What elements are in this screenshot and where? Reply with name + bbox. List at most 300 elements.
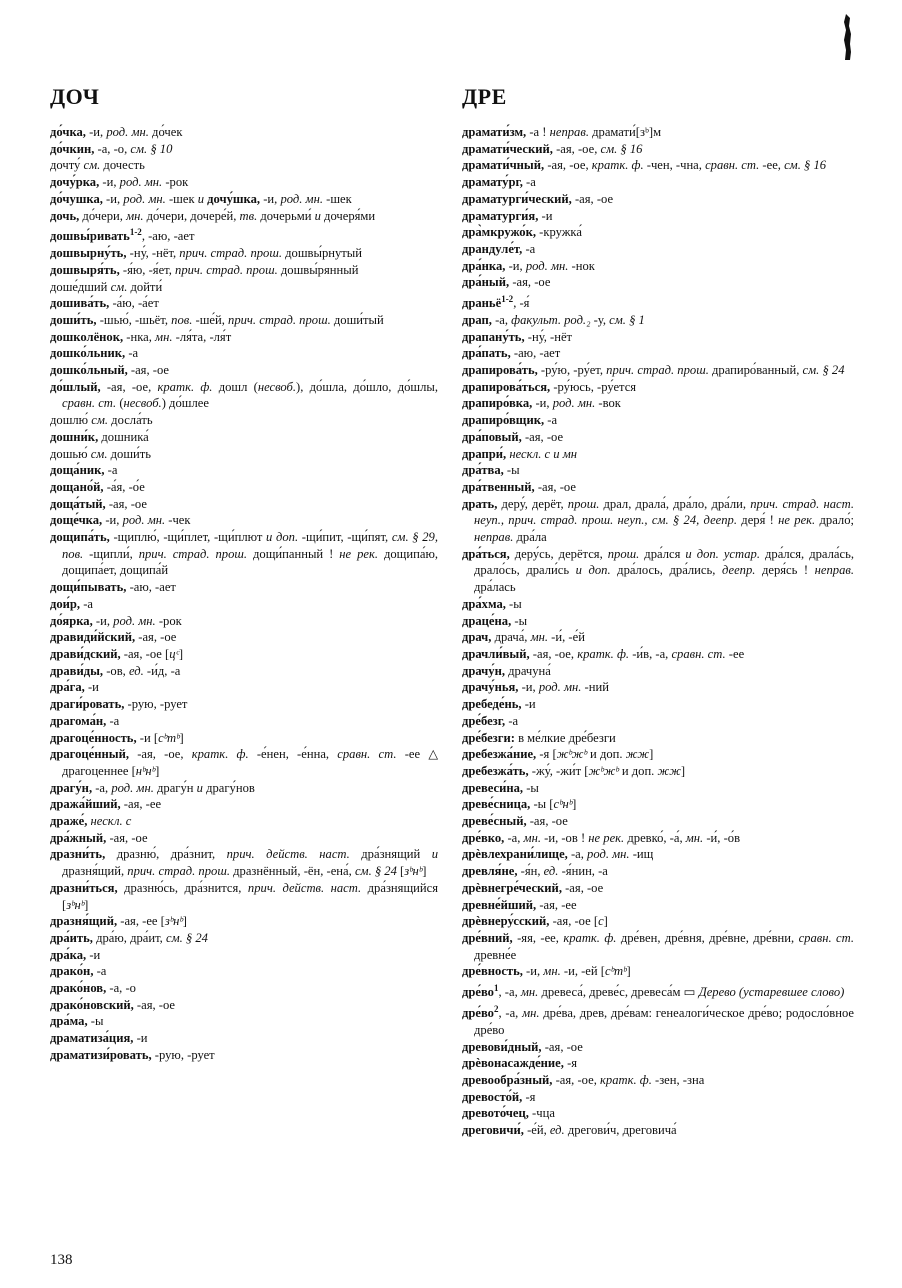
entry-headword: драньё (462, 296, 502, 311)
entry-headword: доши́ть, (50, 312, 97, 327)
dictionary-entry (50, 1030, 438, 1047)
entry-headword: драпиро́вка, (462, 396, 533, 411)
entry-label: мн. (520, 985, 539, 1000)
entry-text: и доп. (586, 747, 626, 762)
entry-label: и доп. устар. (685, 546, 760, 561)
entry-label: несвоб. (123, 396, 162, 411)
dictionary-entry (462, 663, 854, 680)
entry-headword: доща́тый, (50, 496, 106, 511)
entry-headword: доще́чка, (50, 513, 103, 528)
entry-text: -а (125, 346, 139, 361)
entry-label: не рек. (339, 546, 379, 561)
entry-text: ) до́шлее (161, 396, 209, 411)
entry-headword: драчу́н, (462, 663, 505, 678)
entry-text: -ее △ драгоценнее [ (62, 747, 439, 778)
entry-text: ] (626, 964, 631, 979)
page-corner-mark (842, 14, 852, 60)
entry-label: род. мн. (113, 613, 156, 628)
dictionary-entry (462, 208, 854, 225)
dictionary-entry (50, 208, 438, 225)
entry-headword: драгу́н, (50, 780, 93, 795)
entry-headword: дра́ка, (50, 947, 87, 962)
entry-text: -а, -о, (94, 141, 131, 156)
entry-text: -а, -о (106, 981, 136, 996)
dictionary-entry (462, 846, 854, 863)
entry-headword: драчу́нья, (462, 680, 519, 695)
dictionary-entry (462, 646, 854, 663)
entry-headword: дра́ться, (462, 546, 510, 561)
entry-label: сравн. ст. (62, 396, 117, 411)
dictionary-entry (462, 412, 854, 429)
entry-headword: дошни́к, (50, 429, 99, 444)
entry-label: не рек. (588, 830, 625, 845)
dictionary-entry (462, 1089, 854, 1106)
entry-headword: драматизи́ровать, (50, 1047, 152, 1062)
entry-text: -ищ (629, 847, 654, 862)
entry-headword: дрѐвлехрани́лище, (462, 847, 568, 862)
entry-text: -ая, -ее [ (117, 914, 165, 929)
entry-text: -я [ (536, 747, 557, 762)
entry-text: досла́ть (108, 413, 153, 428)
entry-text: -ая, -ое, (544, 158, 592, 173)
dictionary-entry (462, 780, 854, 797)
entry-text: драча́, (491, 630, 531, 645)
entry-text: -ая, -ое (526, 814, 568, 829)
entry-superscript: 1-2 (501, 294, 514, 305)
entry-text: -ая, -ое, (529, 646, 578, 661)
dictionary-entry (462, 763, 854, 780)
entry-label: см. § 24 (354, 864, 397, 879)
dictionary-entry (462, 1072, 854, 1089)
entry-text: и доп. (618, 763, 658, 778)
entry-label: с (598, 914, 604, 929)
entry-text: дошвы́рянный (277, 262, 359, 277)
entry-label: и доп. (575, 563, 611, 578)
entry-headword: драмати́зм, (462, 125, 527, 139)
entry-label: род. мн. (280, 191, 323, 206)
entry-text: -ля́та, -ля́т (172, 329, 232, 344)
entry-text: драгу́нов (202, 780, 255, 795)
dictionary-entry (50, 362, 438, 379)
dictionary-entry (50, 295, 438, 312)
entry-label: см. § 1 (609, 312, 645, 327)
entry-label: род. мн. (123, 191, 166, 206)
entry-headword: драже́, (50, 814, 88, 829)
entry-text: дочесть (100, 158, 145, 173)
entry-text: -а (522, 175, 536, 190)
entry-headword: драгома́н, (50, 713, 107, 728)
entry-text: древеса́, древе́с, древеса́м ▭ (538, 985, 699, 1000)
entry-label: прич. страд. прош. (127, 864, 230, 879)
entry-headword: драмати́чный, (462, 158, 545, 173)
entry-text: -и́, -е́й (548, 630, 585, 645)
entry-label: кратк. ф. (157, 379, 213, 394)
entry-text: -ы (87, 1014, 104, 1029)
entry-label: прош. (607, 546, 640, 561)
entry-text: -ы (503, 463, 520, 478)
entry-superscript: 1 (493, 983, 499, 994)
entry-text: , -я́ (513, 296, 530, 311)
entry-label: род. мн. (122, 513, 166, 528)
dictionary-entry (462, 1055, 854, 1072)
entry-text: до́чери, дочере́й, (143, 208, 240, 223)
entry-text: -ая, -ое, (100, 379, 158, 394)
entry-text: дре́ва, древ, дре́вам: генеалоги́ческое дре́во; родосло́вное дре́во (474, 1006, 854, 1037)
entry-headword: дребеде́нь, (462, 697, 522, 712)
entry-text: дочту́ (50, 158, 84, 173)
page-number: 138 (50, 1252, 73, 1268)
entry-text: -чен, -чна, (643, 158, 706, 173)
entry-label: жᵇжᵇ (588, 763, 619, 778)
entry-label: зᵇнᵇ (66, 897, 85, 912)
entry-headword: дра́твенный, (462, 479, 535, 494)
entry-text: -а (93, 964, 107, 979)
entry-text: -и́в, -а, (629, 646, 672, 661)
entry-text: -а́ю, -а́ет (109, 296, 159, 311)
entry-headword: дрѐвонасажде́ние, (462, 1056, 564, 1071)
entry-text: -и (538, 208, 553, 223)
entry-headword: древообра́зный, (462, 1072, 553, 1087)
entry-text: -я́н, (517, 864, 544, 879)
entry-label: зᵇнᵇ (164, 914, 183, 929)
entry-text: -рок (162, 175, 189, 190)
entry-text: -ая, -ое (521, 429, 564, 444)
entry-text: драмати́[зᵇ]м (588, 125, 662, 139)
entry-headword: дребезжа́ть, (462, 763, 529, 778)
dictionary-entry (50, 830, 438, 847)
entry-text: -щипли́, (83, 546, 139, 561)
entry-text: ] (84, 897, 89, 912)
dictionary-entry (50, 1047, 438, 1064)
dictionary-entry (50, 141, 438, 158)
entry-text: [ (396, 864, 405, 879)
entry-headword: древеси́на, (462, 780, 524, 795)
entry-headword: драпри́, (462, 446, 507, 461)
entry-text: -ая, -ое (541, 1039, 583, 1054)
entry-label: жж (625, 747, 650, 762)
dictionary-entry (462, 980, 854, 1001)
column-header-right: ДРЕ (462, 84, 507, 109)
dictionary-entry (462, 462, 854, 479)
entry-text: до́чек (148, 125, 183, 139)
entry-text: дра́лся (639, 546, 686, 561)
entry-label: см. § 10 (130, 141, 173, 156)
entry-label: род. мн. (119, 175, 163, 190)
entry-text: -и, (522, 964, 544, 979)
entry-label: несвоб. (257, 379, 297, 394)
dictionary-entry (50, 579, 438, 596)
dictionary-entry (50, 312, 438, 329)
entry-text: -шек (322, 191, 352, 206)
entry-headword: дразни́ть, (50, 847, 106, 862)
entry-text: -а (104, 463, 118, 478)
entry-text: -ая, -ое (106, 830, 148, 845)
entry-headword: драмату́рг, (462, 175, 523, 190)
entry-label: и (431, 847, 439, 862)
entry-text: -ая, -ое, (552, 1072, 600, 1087)
entry-headword: до́шлый, (50, 379, 101, 394)
entry-text: -а (522, 241, 536, 256)
dictionary-entry (50, 997, 438, 1014)
dictionary-entry (50, 262, 438, 279)
entry-label: род. мн. (538, 680, 582, 695)
entry-text: деря́ ! (737, 513, 779, 528)
entry-label: род. мн. (552, 396, 596, 411)
entry-label: см. (90, 446, 108, 461)
dictionary-entry (462, 596, 854, 613)
entry-headword: дре́во (462, 985, 494, 1000)
entry-text: -ы [ (530, 797, 554, 812)
entry-headword: дочь, (50, 208, 80, 223)
entry-label: мн. (155, 329, 173, 344)
entry-headword: дощи́пывать, (50, 580, 127, 595)
entry-headword: драп, (462, 312, 492, 327)
dictionary-entry (462, 613, 854, 630)
entry-text: -жу́, -жи́т [ (528, 763, 589, 778)
dictionary-entry (462, 479, 854, 496)
entry-text: доши́ть (107, 446, 152, 461)
entry-headword: драко́нов, (50, 981, 107, 996)
entry-text: -ая, -ое, (128, 747, 192, 762)
entry-text: -и (86, 947, 101, 962)
entry-text: -чек (165, 513, 191, 528)
entry-headword: дре́вность, (462, 964, 523, 979)
entry-text: -и, (532, 396, 553, 411)
dictionary-entry (462, 679, 854, 696)
dictionary-entry (50, 429, 438, 446)
entry-text: дразню́сь, дра́знится, (117, 880, 248, 895)
dictionary-entry (50, 963, 438, 980)
entry-text: -и (521, 697, 536, 712)
entry-superscript: 2 (493, 1003, 499, 1014)
entry-text: -аю, -ает (510, 346, 561, 361)
entry-headword: дошвы́ривать (50, 229, 130, 244)
dictionary-entry (462, 446, 854, 463)
entry-headword: дре́вний, (462, 930, 513, 945)
entry-text: деря́сь ! (755, 563, 815, 578)
entry-headword: до́чушка, (50, 191, 103, 206)
entry-label: жᵇжᵇ (556, 747, 587, 762)
dictionary-entry (50, 930, 438, 947)
entry-text: -я́ю, -я́ет, (119, 262, 176, 277)
entry-headword: до́ярка, (50, 613, 93, 628)
entry-headword: дра́повый, (462, 429, 522, 444)
dictionary-entry (462, 863, 854, 880)
dictionary-entry (50, 696, 438, 713)
entry-text: дразня́щий, (62, 864, 128, 879)
entry-label: сравн. ст. (798, 930, 854, 945)
entry-text: -ая, -ое [ (549, 914, 599, 929)
entry-headword: дра́ный, (462, 275, 510, 290)
entry-text: -и́д, -а (143, 663, 181, 678)
entry-text: -а́я, -о́е (103, 479, 145, 494)
dictionary-entry (50, 446, 438, 463)
entry-label: факульт. род.₂ (511, 312, 591, 327)
entry-label: сравн. ст. (671, 646, 726, 661)
entry-text: , -а, (498, 1006, 523, 1021)
dictionary-entry (462, 696, 854, 713)
entry-text: древне́е (474, 947, 517, 962)
entry-label: не рек. (778, 513, 816, 528)
entry-text: ] (649, 747, 654, 762)
entry-text: дра́лся, драла́сь, драло́сь, драли́сь (474, 546, 854, 578)
entry-headword: дража́йший, (50, 797, 121, 812)
entry-headword: драпиро́вщик, (462, 413, 545, 428)
dictionary-entry (50, 479, 438, 496)
entry-text: -ы (523, 780, 539, 795)
entry-headword: драко́новский, (50, 997, 134, 1012)
entry-text: дочеря́ми (320, 208, 376, 223)
entry-text: -и, (260, 191, 281, 206)
entry-text: ] (680, 763, 686, 778)
dictionary-entry (462, 274, 854, 291)
entry-text: дошника́ (98, 429, 149, 444)
dictionary-entry (50, 846, 438, 879)
dictionary-entry (462, 329, 854, 346)
entry-label: кратк. ф. (577, 646, 630, 661)
entry-label: цᶜ (169, 646, 179, 661)
entry-label: нескл. с (90, 814, 132, 829)
entry-text: -ая, -ое (571, 191, 614, 206)
dictionary-entry (462, 963, 854, 980)
entry-text: -и, (85, 125, 107, 139)
entry-label: прич. страд. прош. (228, 312, 331, 327)
dictionary-entry (462, 1122, 854, 1139)
entry-text: -рок (155, 613, 182, 628)
entry-text: деру́, дерёт, (497, 496, 568, 511)
entry-text: -и, (505, 258, 526, 273)
dictionary-entry (462, 141, 854, 158)
dictionary-entry (462, 224, 854, 241)
dictionary-entry (50, 529, 438, 579)
entry-label: и (197, 191, 205, 206)
entry-headword: дочу́рка, (50, 175, 100, 190)
dictionary-entry (462, 496, 854, 546)
entry-headword: дразня́щий, (50, 914, 118, 929)
dictionary-entry (462, 312, 854, 329)
entry-text: -ая, -ее (536, 897, 577, 912)
entry-label: Дерево (устаревшее слово) (698, 985, 845, 1000)
dictionary-entry (50, 329, 438, 346)
entry-text: дразню́, дра́знит, (105, 847, 227, 862)
entry-text: в ме́лкие дре́безги (514, 730, 616, 745)
entry-text: -а (505, 713, 519, 728)
entry-text: -ая, -ое (509, 275, 551, 290)
entry-text: -рую, -рует (151, 1047, 215, 1062)
entry-label: кратк. ф. (563, 930, 617, 945)
entry-text: -и, -ов ! (540, 830, 589, 845)
entry-text: -я (522, 1089, 536, 1104)
entry-headword: драви́дский, (50, 646, 121, 661)
entry-text: -ы (505, 596, 522, 611)
entry-text: -кружка́ (536, 225, 582, 240)
entry-text: -ая, -ое (105, 496, 147, 511)
entry-headword: дра́ма, (50, 1014, 88, 1029)
entry-label: прич. страд. прош. (138, 546, 248, 561)
entry-text: -ру́ю, -ру́ет, (537, 363, 607, 378)
dictionary-entry (50, 947, 438, 964)
entry-text: до́чери, (79, 208, 127, 223)
dictionary-entry (462, 813, 854, 830)
entry-label: пов. (171, 312, 193, 327)
entry-text: -а, (92, 780, 112, 795)
entry-label: деепр. (721, 563, 756, 578)
dictionary-entry (462, 1001, 854, 1039)
entry-headword: древе́сный, (462, 814, 527, 829)
entry-label: и (314, 208, 321, 223)
entry-label: сравн. ст. (337, 747, 397, 762)
entry-text: доши́тый (330, 312, 384, 327)
entry-text: -аю, -ает (126, 580, 176, 595)
entry-label: и доп. (266, 530, 299, 545)
dictionary-entry (50, 245, 438, 262)
entry-text: -ая, -ее (120, 797, 162, 812)
entry-text: -а (544, 413, 558, 428)
dictionary-entry (462, 191, 854, 208)
entry-text: дра́лось, дра́лись, (610, 563, 722, 578)
entry-headword: дре́во (462, 1006, 494, 1021)
entry-text: дрегови́ч, дреговича́ (564, 1123, 677, 1138)
entry-text: -ее, (759, 158, 785, 173)
entry-text: -и́, -о́в (703, 830, 741, 845)
entry-headword: дре́безг, (462, 713, 506, 728)
entry-text: -ая, -ое [ (120, 646, 170, 661)
entry-headword: дошко́льный, (50, 363, 128, 378)
entry-headword: драпирова́ться, (462, 379, 551, 394)
entry-label: нескл. с и мн (509, 446, 577, 461)
entry-headword: древе́сница, (462, 797, 531, 812)
entry-label: сᵇнᵇ (553, 797, 573, 812)
dictionary-entry (50, 913, 438, 930)
entry-label: и (196, 780, 203, 795)
entry-label: род. мн. (587, 847, 630, 862)
entry-text: -и [ (136, 730, 159, 745)
dictionary-entry (50, 880, 438, 913)
entry-headword: дразни́ться, (50, 880, 118, 895)
entry-headword: до́чкин, (50, 141, 95, 156)
entry-text: -ая, -ое (127, 363, 170, 378)
entry-headword: дра̀мкружо́к, (462, 225, 536, 240)
dictionary-column-right (462, 124, 854, 1139)
entry-label: род. мн. (106, 125, 149, 139)
dictionary-entry (50, 730, 438, 747)
entry-label: прич. действ. наст. (247, 880, 362, 895)
entry-headword: дои́р, (50, 596, 81, 611)
entry-text: -ая, -ое (135, 630, 177, 645)
entry-headword: драко́н, (50, 964, 94, 979)
entry-headword: драпирова́ть, (462, 363, 538, 378)
entry-headword: древото́чец, (462, 1106, 529, 1121)
dictionary-entry (50, 679, 438, 696)
entry-headword: дрѐвнегре́ческий, (462, 880, 562, 895)
dictionary-entry (50, 224, 438, 245)
entry-headword: дрѐвнеру́сский, (462, 914, 550, 929)
dictionary-entry (50, 124, 438, 141)
entry-text: ] (179, 730, 184, 745)
dictionary-entry (50, 663, 438, 680)
entry-label: сᵇтᵇ (158, 730, 180, 745)
entry-headword: дра́га, (50, 680, 85, 695)
dictionary-entry (50, 174, 438, 191)
entry-text: -ая, -ое (561, 880, 604, 895)
dictionary-entry (50, 512, 438, 529)
entry-text: -ая, -ое (133, 997, 176, 1012)
entry-label: род. мн. (525, 258, 569, 273)
entry-label: мн. (523, 830, 541, 845)
entry-label: см. § 16 (600, 141, 643, 156)
entry-text: -и, -ей [ (560, 964, 605, 979)
entry-text: -ше́й, (192, 312, 229, 327)
